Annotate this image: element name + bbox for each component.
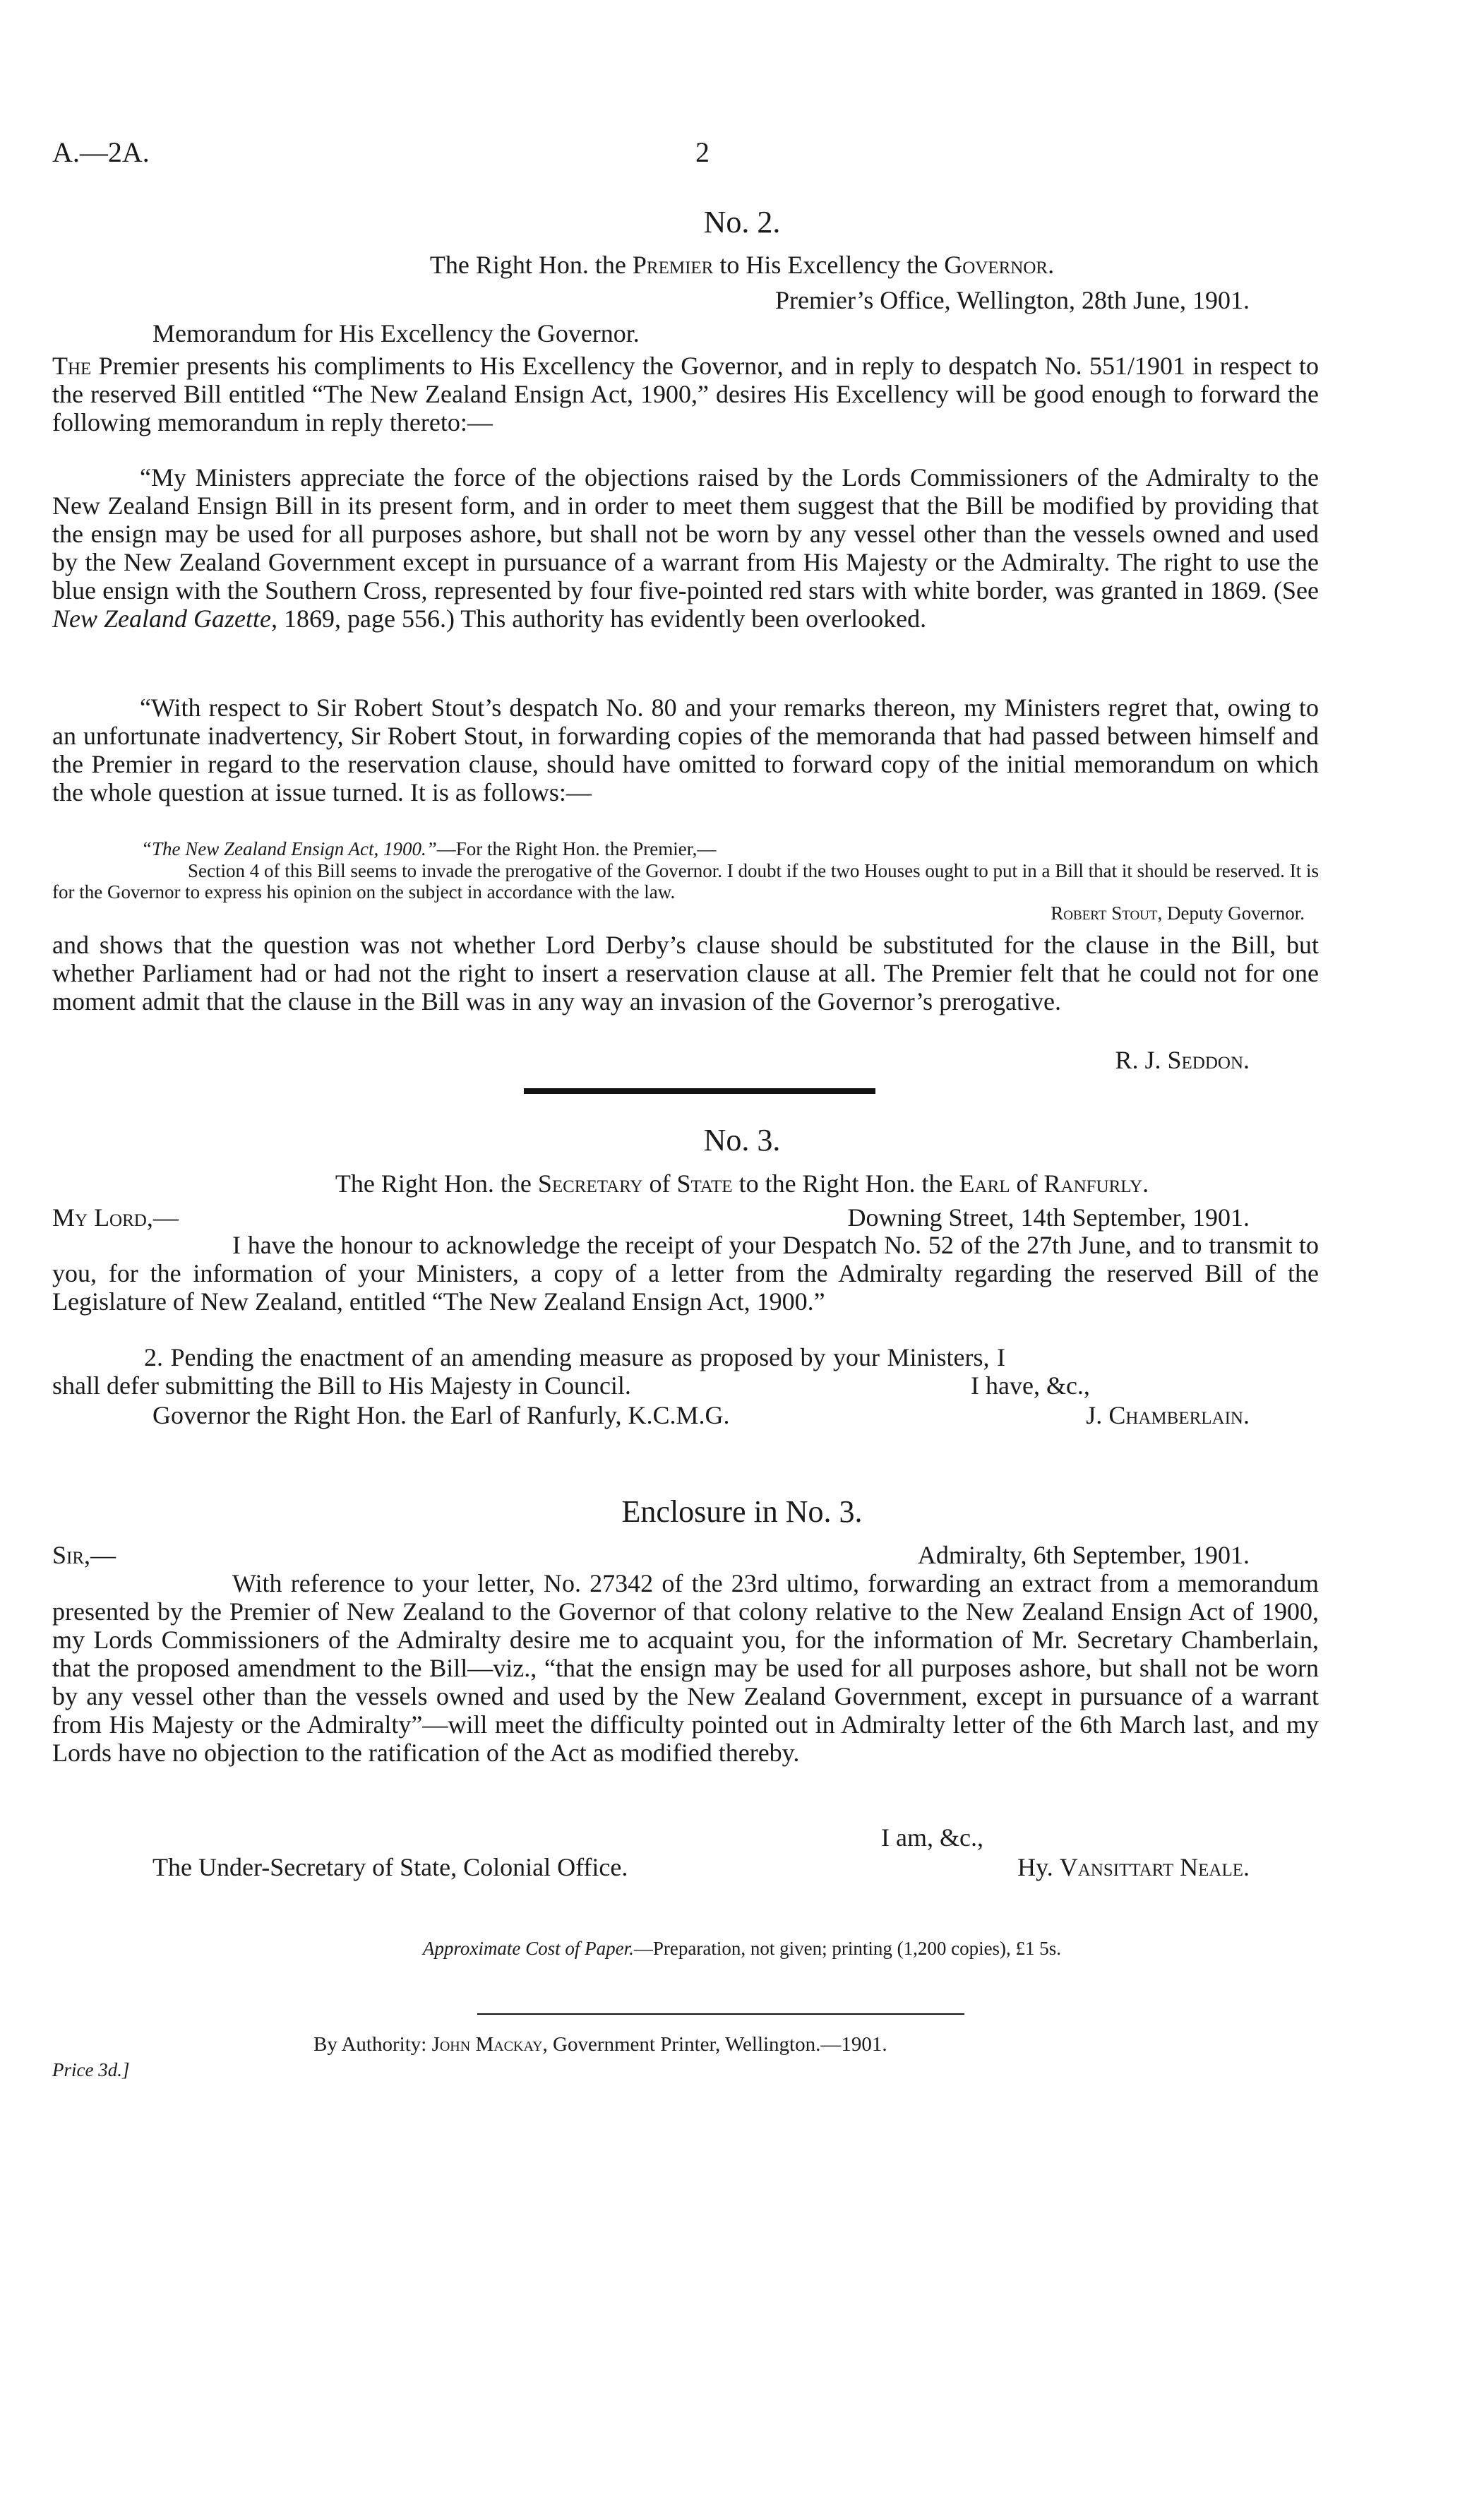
paragraph-no2-3: “With respect to Sir Robert Stout’s despatch No. 80 and your remarks thereon, my Ministers regret that, owing to an unfortunate inadvertency, Sir Robert Stout, in forwarding copies of the memoranda that had passed between himself and the Premier in regard to the reservation clause, should have omitted to forward copy of the initial memorandum on which the whole question at issue turned. It is as follows:— — [52, 693, 1319, 806]
section-divider — [524, 1088, 875, 1094]
page-number: 2 — [695, 136, 710, 168]
closing-no3: I have, &c., — [971, 1371, 1090, 1400]
signature-neale: Hy. Vansittart Neale. — [1017, 1853, 1250, 1881]
section-subtitle-no2: The Right Hon. the Premier to His Excellency the Governor. — [429, 251, 1055, 279]
quote-heading: “The New Zealand Ensign Act, 1900.”—For the Right Hon. the Premier,— — [141, 838, 717, 859]
section-subtitle-no3: The Right Hon. the Secretary of State to the Right Hon. the Earl of Ranfurly. — [335, 1169, 1149, 1198]
dateline-no3: Downing Street, 14th September, 1901. — [847, 1203, 1250, 1232]
paragraph-no2-2: “My Ministers appreciate the force of the objections raised by the Lords Commissioners of the Admiralty to the New Zealand Ensign Bill in its present form, and in order to meet them suggest that the Bill be modified by providing that the ensign may be used for all purposes ashore, but shall not be worn by any vessel other than the vessels owned and used by the New Zealand Government except in pursuance of a warrant from His Majesty or the Admiralty. The right to use the blue ensign with the Southern Cross, represented by four five-pointed red stars with white border, was granted in 1869. (See New Zealand Gazette, 1869, page 556.) This authority has evidently been overlooked. — [52, 463, 1319, 633]
salutation-no3: My Lord,— — [52, 1203, 179, 1232]
quote-body: Section 4 of this Bill seems to invade the prerogative of the Governor. I doubt if the two Houses ought to put in a Bill that it should be reserved. It is for the Governor to express his opinion on the subject in accordance with the law. — [52, 860, 1319, 902]
section-heading-no3: No. 3. — [703, 1123, 781, 1157]
quote-signature: Robert Stout, Deputy Governor. — [1051, 902, 1305, 924]
addressee-enclosure: The Under-Secretary of State, Colonial Office. — [152, 1853, 628, 1881]
paragraph-no3-1: I have the honour to acknowledge the receipt of your Despatch No. 52 of the 27th June, and to transmit to you, for the information of your Ministers, a copy of a letter from the Admiralty regarding the reserved Bill of the Legislature of New Zealand, entitled “The New Zealand Ensign Act, 1900.” — [52, 1231, 1319, 1316]
signature-chamberlain: J. Chamberlain. — [1086, 1401, 1250, 1429]
cost-of-paper: Approximate Cost of Paper.—Preparation, not given; printing (1,200 copies), £1 5s. — [422, 1938, 1062, 1959]
closing-enclosure: I am, &c., — [881, 1823, 983, 1852]
paragraph-enclosure-1: With reference to your letter, No. 27342 of the 23rd ultimo, forwarding an extract from a memorandum presented by the Premier of New Zealand to the Governor of that colony relative to the New Zealand Ensign Act of 1900, my Lords Commissioners of the Admiralty desire me to acquaint you, for the information of Mr. Secretary Chamberlain, that the proposed amendment to the Bill—viz., “that the ensign may be used for all purposes ashore, but shall not be worn by any vessel other than the vessels owned and used by the New Zealand Government, except in pursuance of a warrant from His Majesty or the Admiralty”—will meet the difficulty pointed out in Admiralty letter of the 6th March last, and my Lords have no objection to the ratification of the Act as modified thereby. — [52, 1569, 1319, 1767]
footer-divider — [477, 2013, 964, 2015]
paragraph-no3-2: 2. Pending the enactment of an amending measure as proposed by your Ministers, I shall defer submitting the Bill to His Majesty in Council. — [52, 1343, 1005, 1400]
memo-title: Memorandum for His Excellency the Governor. — [152, 319, 640, 347]
document-reference: A.—2A. — [52, 136, 150, 168]
paragraph-no2-4: and shows that the question was not whether Lord Derby’s clause should be substituted for the clause in the Bill, but whether Parliament had or had not the right to insert a reservation clause at all. The Premier felt that he could not for one moment admit that the clause in the Bill was in any way an invasion of the Governor’s prerogative. — [52, 931, 1319, 1015]
signature-seddon: R. J. Seddon. — [1115, 1046, 1250, 1074]
section-heading-enclosure: Enclosure in No. 3. — [621, 1494, 863, 1529]
dateline-no2: Premier’s Office, Wellington, 28th June, 1901. — [774, 286, 1250, 314]
dateline-enclosure: Admiralty, 6th September, 1901. — [917, 1541, 1250, 1569]
price-note: Price 3d.] — [52, 2059, 130, 2080]
paragraph-no2-1: The Premier presents his compliments to His Excellency the Governor, and in reply to despatch No. 551/1901 in respect to the reserved Bill entitled “The New Zealand Ensign Act, 1900,” desires His Excellency will be good enough to forward the following memorandum in reply thereto:— — [52, 352, 1319, 436]
printer-authority: By Authority: John Mackay, Government Printer, Wellington.—1901. — [313, 2033, 887, 2056]
addressee-no3: Governor the Right Hon. the Earl of Ranfurly, K.C.M.G. — [152, 1401, 730, 1429]
section-heading-no2: No. 2. — [703, 205, 781, 239]
salutation-enclosure: Sir,— — [52, 1541, 116, 1569]
